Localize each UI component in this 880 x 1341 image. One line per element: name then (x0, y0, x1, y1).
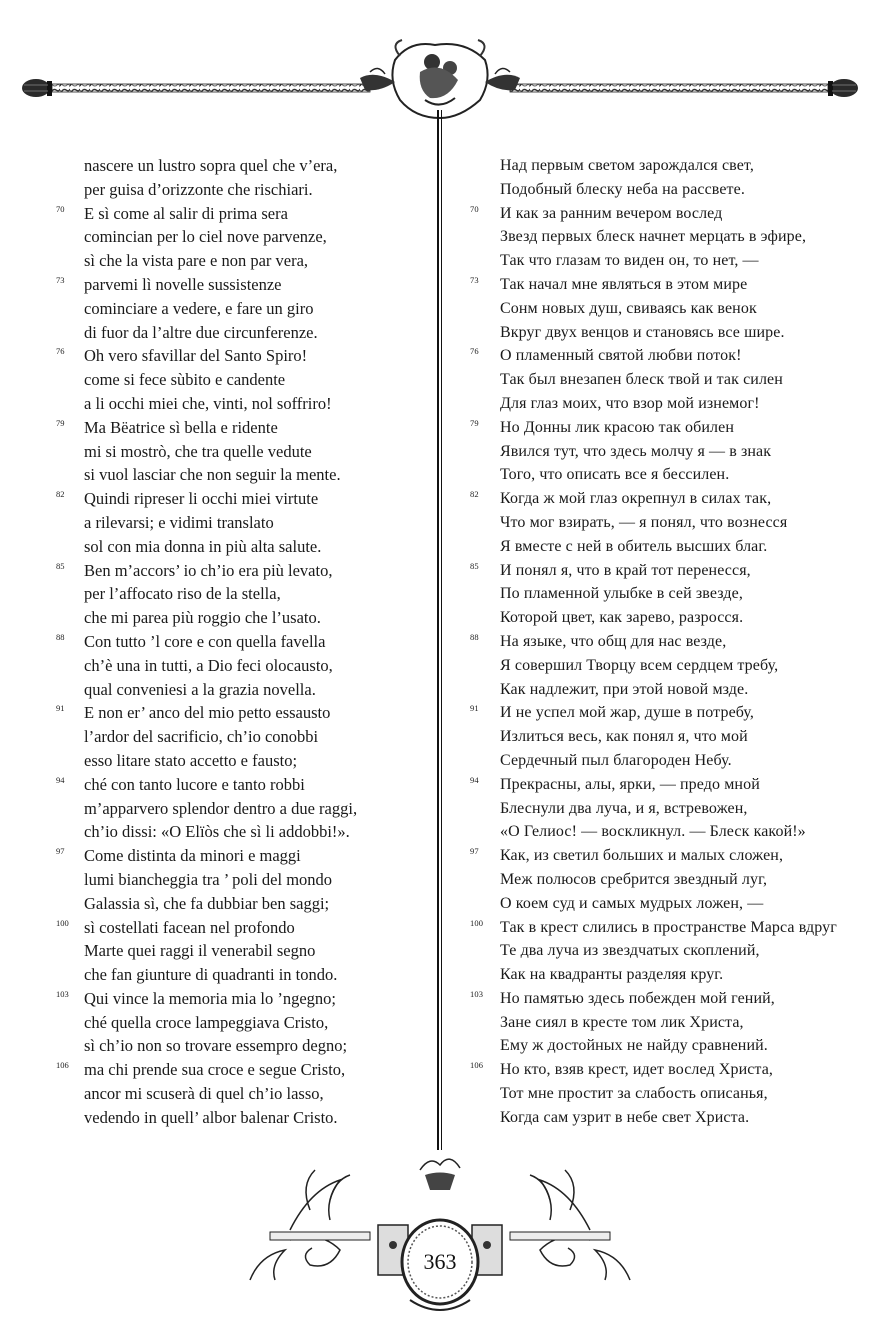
line-number: 103 (470, 988, 484, 999)
verse-text: Come distinta da minori e maggi (84, 846, 301, 866)
verse-text: comincian per lo ciel nove parvenze, (84, 227, 327, 247)
verse-line (470, 678, 875, 702)
verse-line (56, 1106, 426, 1130)
verse-text: Того, что описать все я бессилен. (500, 466, 730, 484)
verse-line (470, 368, 875, 392)
verse-text: m’apparvero splendor dentro a due raggi, (84, 798, 358, 818)
verse-text: Как на квадранты разделяя круг. (500, 966, 724, 984)
verse-text: di fuor da l’altre due circunferenze. (84, 322, 318, 342)
verse-text: Con tutto ’l core e con quella favella (84, 631, 326, 651)
verse-line (56, 392, 426, 416)
verse-line (56, 725, 426, 749)
verse-line (56, 154, 426, 178)
verse-line (56, 678, 426, 702)
verse-text: Quindi ripreser li occhi miei virtute (84, 489, 319, 509)
rope-bar-left (52, 84, 370, 92)
verse-line (470, 178, 875, 202)
verse-text: che mi parea più roggio che l’usato. (84, 608, 321, 628)
verse-line (56, 1082, 426, 1106)
verse-line (56, 987, 426, 1011)
verse-line (56, 440, 426, 464)
verse-text: Когда сам узрит в небе свет Христа. (500, 1108, 750, 1126)
verse-line (470, 868, 875, 892)
verse-line (470, 392, 875, 416)
finial-left-icon (22, 79, 52, 97)
verse-text: parvemi lì novelle sussistenze (84, 274, 282, 294)
line-number: 88 (470, 631, 479, 642)
foliage-right-icon (530, 1170, 630, 1280)
verse-line (56, 297, 426, 321)
verse-text: sì che la vista pare e non par vera, (84, 251, 309, 271)
verse-text: По пламенной улыбке в сей звезде, (500, 585, 743, 603)
verse-text: E non er’ anco del mio petto essausto (84, 703, 331, 723)
verse-text: Подобный блеску неба на рассвете. (500, 180, 745, 198)
verse-line (56, 535, 426, 559)
verse-text: Прекрасны, алы, ярки, — предо мной (500, 775, 760, 793)
verse-text: Сонм новых душ, свиваясь как венок (500, 299, 757, 317)
verse-text: Marte quei raggi il venerabil segno (84, 941, 316, 961)
verse-text: ché con tanto lucore e tanto robbi (84, 774, 305, 794)
verse-line (470, 249, 875, 273)
verse-text: vedendo in quell’ albor balenar Cristo. (84, 1107, 338, 1127)
verse-line (56, 344, 426, 368)
verse-line (56, 916, 426, 940)
verse-text: ché quella croce lampeggiava Cristo, (84, 1012, 329, 1032)
verse-text: per guisa d’orizzonte che rischiari. (84, 179, 313, 199)
russian-column (470, 154, 875, 1130)
verse-text: cominciare a vedere, e fare un giro (84, 298, 314, 318)
verse-text: О коем суд и самых мудрых ложен, — (500, 894, 764, 912)
verse-text: Излиться весь, как понял я, что мой (500, 728, 748, 746)
verse-line (470, 154, 875, 178)
line-number: 94 (470, 774, 479, 785)
verse-line (470, 654, 875, 678)
verse-line (470, 892, 875, 916)
verse-line (470, 701, 875, 725)
verse-line (470, 202, 875, 226)
verse-line (56, 416, 426, 440)
verse-line (56, 1058, 426, 1082)
verse-line (56, 820, 426, 844)
verse-text: Те два луча из звездчатых скоплений, (500, 942, 760, 960)
verse-text: mi si mostrò, che tra quelle vedute (84, 441, 312, 461)
verse-line (470, 225, 875, 249)
line-number: 79 (470, 417, 479, 428)
verse-line (470, 963, 875, 987)
verse-text: che fan giunture di quadranti in tondo. (84, 965, 338, 985)
verse-text: Ему ж достойных не найду сравнений. (500, 1037, 768, 1055)
line-number: 106 (470, 1060, 484, 1071)
verse-line (56, 773, 426, 797)
line-number: 88 (56, 631, 65, 642)
verse-line (470, 987, 875, 1011)
verse-text: lumi biancheggia tra ’ poli del mondo (84, 869, 333, 889)
verse-line (56, 892, 426, 916)
verse-line (470, 1058, 875, 1082)
verse-line (470, 630, 875, 654)
verse-line (470, 773, 875, 797)
verse-text: Сердечный пыл благороден Небу. (500, 751, 732, 769)
verse-line (56, 701, 426, 725)
line-number: 70 (470, 203, 479, 214)
verse-line (470, 297, 875, 321)
verse-text: Блеснули два луча, и я, встревожен, (500, 799, 748, 817)
verse-text: Но памятью здесь побежден мой гений, (500, 989, 775, 1007)
verse-line (56, 654, 426, 678)
verse-line (56, 273, 426, 297)
verse-line (470, 749, 875, 773)
verse-text: Тот мне простит за слабость описанья, (500, 1085, 768, 1103)
verse-text: Oh vero sfavillar del Santo Spiro! (84, 346, 308, 366)
verse-line (470, 440, 875, 464)
verse-text: О пламенный святой любви поток! (500, 347, 742, 365)
verse-line (470, 535, 875, 559)
line-number: 91 (470, 703, 479, 714)
line-number: 91 (56, 703, 65, 714)
verse-line (470, 1011, 875, 1035)
line-number: 103 (56, 988, 69, 999)
verse-line (470, 511, 875, 535)
verse-text: sol con mia donna in più alta salute. (84, 536, 322, 556)
verse-text: a li occhi miei che, vinti, nol soffriro! (84, 393, 332, 413)
line-number: 106 (56, 1060, 69, 1071)
urn-icon (420, 1159, 460, 1190)
line-number: 85 (56, 560, 65, 571)
footer-ornament (230, 1140, 650, 1320)
verse-text: На языке, что общ для нас везде, (500, 632, 727, 650)
cherub-medallion-icon (360, 40, 520, 118)
verse-text: И понял я, что в край тот перенесся, (500, 561, 751, 579)
verse-text: Когда ж мой глаз окрепнул в силах так, (500, 490, 772, 508)
line-number: 76 (470, 346, 479, 357)
verse-text: E sì come al salir di prima sera (84, 203, 288, 223)
verse-text: Для глаз моих, что взор мой изнемог! (500, 394, 760, 412)
verse-text: Меж полюсов сребрится звездный луг, (500, 870, 768, 888)
verse-line (470, 1034, 875, 1058)
verse-text: Galassia sì, che fa dubbiar ben saggi; (84, 893, 330, 913)
verse-line (470, 725, 875, 749)
verse-line (56, 1034, 426, 1058)
verse-text: ch’io dissi: «O Elïòs che sì li addobbi!». (84, 822, 350, 842)
verse-line (470, 273, 875, 297)
verse-line (56, 963, 426, 987)
verse-line (470, 582, 875, 606)
verse-text: Я вместе с ней в обитель высших благ. (500, 537, 768, 555)
verse-line (56, 225, 426, 249)
verse-text: come si fece sùbito e candente (84, 370, 286, 390)
verse-text: Так что глазам то виден он, то нет, — (500, 252, 759, 270)
verse-line (56, 559, 426, 583)
verse-line (56, 582, 426, 606)
foliage-left-icon (250, 1170, 350, 1280)
line-number: 79 (56, 417, 65, 428)
verse-text: Так в крест слились в пространстве Марса вдруг (500, 918, 837, 936)
verse-text: Над первым светом зарождался свет, (500, 157, 754, 174)
verse-line (470, 559, 875, 583)
page-number: 363 (417, 1239, 463, 1285)
line-number: 100 (56, 917, 69, 928)
verse-text: sì costellati facean nel profondo (84, 917, 295, 937)
line-number: 70 (56, 203, 65, 214)
line-number: 82 (470, 489, 479, 500)
verse-line (470, 463, 875, 487)
verse-text: sì ch’io non so trovare essempro degno; (84, 1036, 348, 1056)
verse-text: Которой цвет, как зарево, разросся. (500, 609, 744, 627)
line-number: 97 (56, 846, 65, 857)
verse-line (56, 202, 426, 226)
verse-text: Ma Bëatrice sì bella e ridente (84, 417, 278, 437)
line-number: 94 (56, 774, 65, 785)
line-number: 76 (56, 346, 65, 357)
verse-text: Явился тут, что здесь молчу я — в знак (500, 442, 772, 460)
verse-line (56, 321, 426, 345)
verse-text: Вкруг двух венцов и становясь все шире. (500, 323, 785, 341)
line-number: 82 (56, 489, 65, 500)
verse-line (56, 178, 426, 202)
rope-bar-right (510, 84, 828, 92)
verse-text: Ben m’accors’ io ch’io era più levato, (84, 560, 333, 580)
verse-text: Что мог взирать, — я понял, что вознесся (500, 513, 788, 531)
finial-right-icon (828, 79, 858, 97)
verse-text: Но Донны лик красою так обилен (500, 418, 735, 436)
verse-text: ma chi prende sua croce e segue Cristo, (84, 1060, 346, 1080)
verse-text: Как надлежит, при этой новой мзде. (500, 680, 749, 698)
verse-line (56, 844, 426, 868)
verse-text: И не успел мой жар, душе в потребу, (500, 704, 754, 722)
verse-text: a rilevarsi; e vidimi translato (84, 512, 274, 532)
verse-text: Так был внезапен блеск твой и так силен (500, 371, 783, 389)
verse-text: Qui vince la memoria mia lo ’ngegno; (84, 988, 337, 1008)
line-number: 73 (56, 274, 65, 285)
verse-text: esso litare stato accetto e fausto; (84, 750, 298, 770)
verse-line (56, 939, 426, 963)
verse-text: Я совершил Творцу всем сердцем требу, (500, 656, 779, 674)
verse-line (56, 797, 426, 821)
verse-line (56, 630, 426, 654)
verse-line (470, 916, 875, 940)
verse-line (470, 606, 875, 630)
verse-line (56, 368, 426, 392)
verse-line (470, 416, 875, 440)
verse-text: l’ardor del sacrificio, ch’io conobbi (84, 727, 319, 747)
verse-line (56, 511, 426, 535)
column-divider (437, 110, 442, 1150)
verse-line (56, 749, 426, 773)
verse-line (470, 321, 875, 345)
verse-line (470, 1082, 875, 1106)
verse-text: qual conveniesi a la grazia novella. (84, 679, 316, 699)
verse-text: nascere un lustro sopra quel che v’era, (84, 156, 338, 175)
verse-text: ch’è una in tutti, a Dio feci olocausto, (84, 655, 333, 675)
verse-line (56, 487, 426, 511)
italian-column (56, 154, 426, 1130)
verse-text: «О Гелиос! — воскликнул. — Блеск какой!» (500, 823, 806, 841)
verse-text: И как за ранним вечером вослед (500, 204, 723, 222)
verse-text: Звезд первых блеск начнет мерцать в эфире, (500, 228, 807, 246)
line-number: 73 (470, 274, 479, 285)
line-number: 97 (470, 846, 479, 857)
verse-text: si vuol lasciar che non seguir la mente. (84, 465, 341, 485)
verse-line (56, 606, 426, 630)
line-number: 85 (470, 560, 479, 571)
verse-line (56, 1011, 426, 1035)
verse-line (470, 939, 875, 963)
verse-text: per l’affocato riso de la stella, (84, 584, 281, 604)
verse-line (470, 487, 875, 511)
verse-text: Так начал мне являться в этом мире (500, 275, 748, 293)
verse-line (56, 463, 426, 487)
verse-line (56, 868, 426, 892)
verse-line (56, 249, 426, 273)
verse-text: Но кто, взяв крест, идет вослед Христа, (500, 1061, 774, 1079)
verse-line (470, 797, 875, 821)
line-number: 100 (470, 917, 484, 928)
verse-text: Как, из светил больших и малых сложен, (500, 847, 784, 865)
verse-line (470, 1106, 875, 1130)
verse-line (470, 820, 875, 844)
verse-line (470, 844, 875, 868)
verse-text: Зане сиял в кресте том лик Христа, (500, 1013, 744, 1031)
verse-line (470, 344, 875, 368)
verse-text: ancor mi scuserà di quel ch’io lasso, (84, 1084, 324, 1104)
